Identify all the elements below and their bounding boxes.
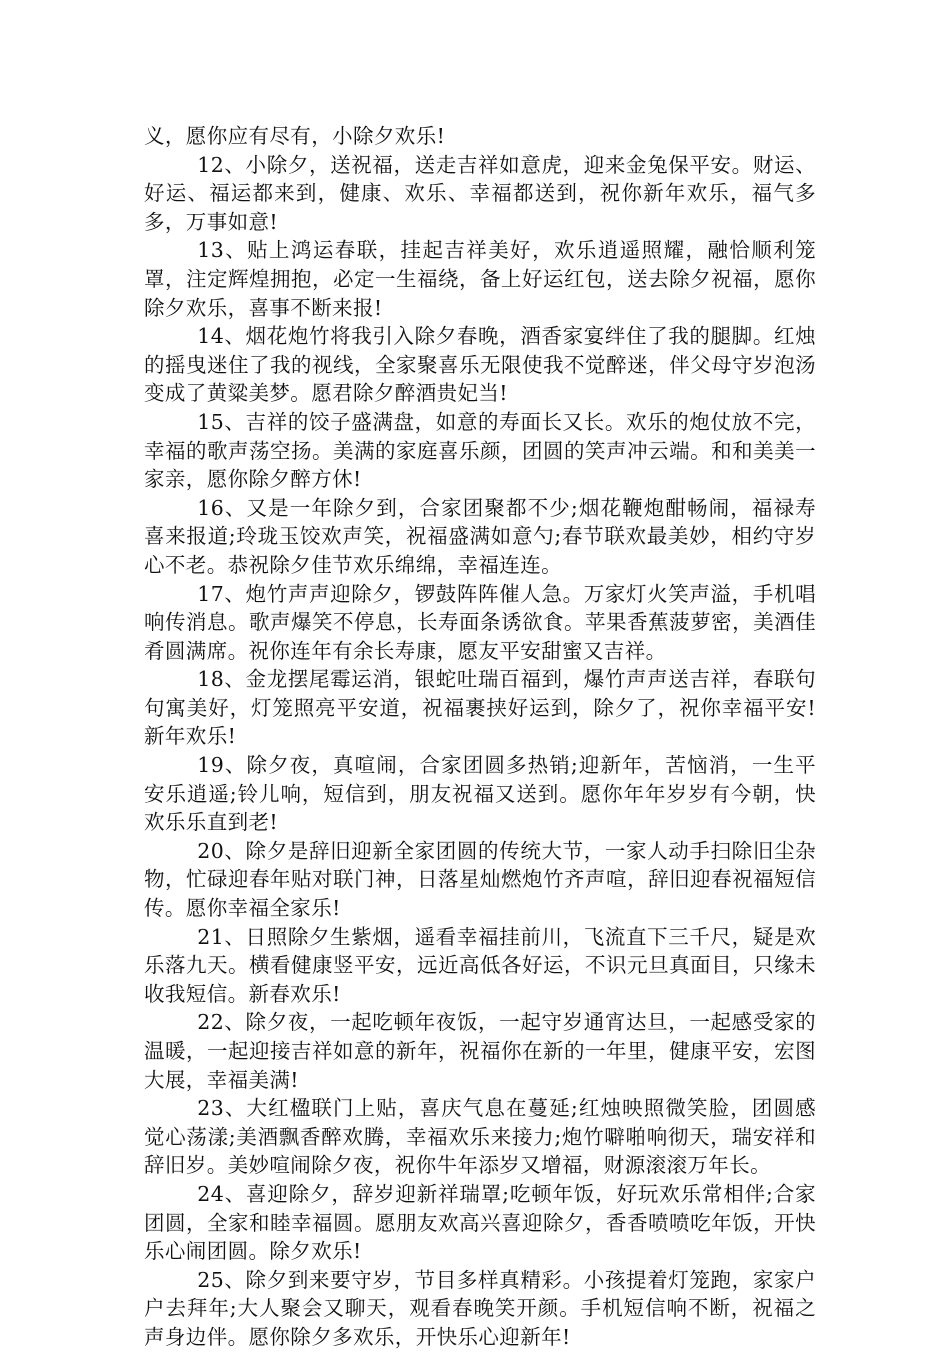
document-body <box>144 122 816 1352</box>
paragraph-16: 16、又是一年除夕到，合家团聚都不少;烟花鞭炮酣畅闹，福禄寿喜来报道;玲珑玉饺欢声笑，祝福盛满如意勺;春节联欢最美妙，相约守岁心不老。恭祝除夕佳节欢乐绵绵，幸福连连。 <box>144 495 816 577</box>
paragraph-20: 20、除夕是辞旧迎新全家团圆的传统大节，一家人动手扫除旧尘杂物，忙碌迎春年贴对联门神，日落星灿燃炮竹齐声喧，辞旧迎春祝福短信传。愿你幸福全家乐! <box>144 838 816 921</box>
paragraph-17: 17、炮竹声声迎除夕，锣鼓阵阵催人急。万家灯火笑声溢，手机唱响传消息。歌声爆笑不停息，长寿面条诱欲食。苹果香蕉菠萝密，美酒佳肴圆满席。祝你连年有余长寿康，愿友平安甜蜜又吉祥。 <box>144 581 816 663</box>
paragraph-23: 23、大红楹联门上贴，喜庆气息在蔓延;红烛映照微笑脸，团圆感觉心荡漾;美酒飘香醉欢腾，幸福欢乐来接力;炮竹噼啪响彻天，瑞安祥和辞旧岁。美妙喧闹除夕夜，祝你牛年添岁又增福，财源滚滚万年长。 <box>144 1096 816 1178</box>
paragraph-25: 25、除夕到来要守岁，节目多样真精彩。小孩提着灯笼跑，家家户户去拜年;大人聚会又聊天，观看春晚笑开颜。手机短信响不断，祝福之声身边伴。愿你除夕多欢乐，开快乐心迎新年! <box>144 1267 816 1349</box>
paragraph-0: 义，愿你应有尽有，小除夕欢乐! <box>144 124 446 148</box>
paragraph-21: 21、日照除夕生紫烟，遥看幸福挂前川，飞流直下三千尺，疑是欢乐落九天。横看健康竖平安，远近高低各好运，不识元旦真面目，只缘未收我短信。新春欢乐! <box>144 924 816 1006</box>
paragraph-24: 24、喜迎除夕，辞岁迎新祥瑞罩;吃顿年饭，好玩欢乐常相伴;合家团圆，全家和睦幸福圆。愿朋友欢高兴喜迎除夕，香香喷喷吃年饭，开快乐心闹团圆。除夕欢乐! <box>144 1181 816 1264</box>
paragraph-14: 14、烟花炮竹将我引入除夕春晚，酒香家宴绊住了我的腿脚。红烛的摇曳迷住了我的视线，全家聚喜乐无限使我不觉醉迷，伴父母守岁泡汤变成了黄粱美梦。愿君除夕醉酒贵妃当! <box>144 324 816 406</box>
paragraph-15: 15、吉祥的饺子盛满盘，如意的寿面长又长。欢乐的炮仗放不完，幸福的歌声荡空扬。美满的家庭喜乐颜，团圆的笑声冲云端。和和美美一家亲，愿你除夕醉方休! <box>144 409 816 492</box>
paragraph-13: 13、贴上鸿运春联，挂起吉祥美好，欢乐逍遥照耀，融恰顺利笼罩，注定辉煌拥抱，必定一生福绕，备上好运红包，送去除夕祝福，愿你除夕欢乐，喜事不断来报! <box>144 238 816 320</box>
paragraph-18: 18、金龙摆尾霉运消，银蛇吐瑞百福到，爆竹声声送吉祥，春联句句寓美好，灯笼照亮平安道，祝福裹挟好运到，除夕了，祝你幸福平安!新年欢乐! <box>144 667 816 749</box>
paragraph-19: 19、除夕夜，真喧闹，合家团圆多热销;迎新年，苦恼消，一生平安乐逍遥;铃儿响，短信到，朋友祝福又送到。愿你年年岁岁有今朝，快欢乐乐直到老! <box>144 753 816 835</box>
paragraph-12: 12、小除夕，送祝福，送走吉祥如意虎，迎来金兔保平安。财运、好运、福运都来到，健康、欢乐、幸福都送到，祝你新年欢乐，福气多多，万事如意! <box>144 152 816 234</box>
paragraph-22: 22、除夕夜，一起吃顿年夜饭，一起守岁通宵达旦，一起感受家的温暖，一起迎接吉祥如意的新年，祝福你在新的一年里，健康平安，宏图大展，幸福美满! <box>144 1010 816 1092</box>
